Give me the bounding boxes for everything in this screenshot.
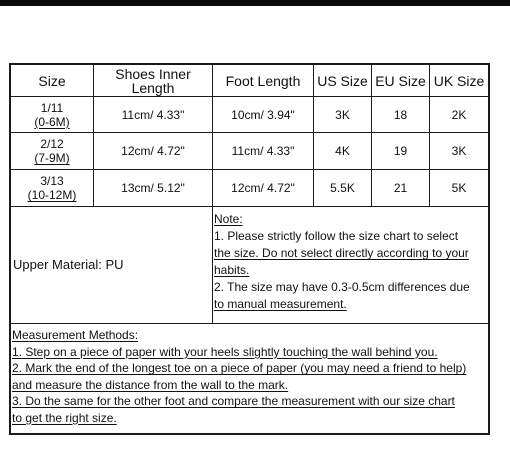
row-3-inner-length: 13cm/ 5.12" [94,170,213,207]
row-1-eu-size: 18 [372,97,430,133]
row-2-size-bottom: (7-9M) [34,151,70,165]
row-3-size-top: 3/13 [40,174,64,188]
row-2-foot-length: 11cm/ 4.33" [213,133,314,170]
row-1-uk-size: 2K [430,97,488,133]
row-3-us-size: 5.5K [314,170,372,207]
measure-line-1: Measurement Methods: [12,328,139,342]
header-inner-length: Shoes Inner Length [94,65,213,97]
row-3-size [11,170,94,207]
row-2-us-size: 4K [314,133,372,170]
row-1-size [11,97,94,133]
row-3-size-bottom: (10-12M) [27,188,77,202]
notes-block [213,207,490,324]
row-1-size-top: 1/11 [40,100,64,115]
note-line-3: the size. Do not select directly according to your [214,246,469,260]
note-line-6: to manual measurement. [214,297,347,311]
note-line-4: habits. [214,263,250,277]
note-line-1: Note: [214,212,243,226]
measure-line-4: and measure the distance from the wall to the mark. [12,377,289,392]
measurement-methods [11,324,488,433]
row-2-inner-length: 12cm/ 4.72" [94,133,213,170]
row-1-foot-length: 10cm/ 3.94" [213,97,314,133]
upper-material: Upper Material: PU [11,207,213,324]
row-1-size-bottom: (0-6M) [34,114,70,129]
note-line-5: 2. The size may have 0.3-0.5cm differences due [214,280,470,294]
row-2-eu-size: 19 [372,133,430,170]
size-chart-table [9,63,490,435]
measure-line-6: to get the right size. [12,410,117,425]
row-1-inner-length: 11cm/ 4.33" [94,97,213,133]
note-line-2: 1. Please strictly follow the size chart to select [214,229,459,243]
row-2-uk-size: 3K [430,133,488,170]
measure-line-5: 3. Do the same for the other foot and compare the measurement with our size chart [12,394,455,408]
row-1-us-size: 3K [314,97,372,133]
row-2-size-top: 2/12 [40,137,64,151]
header-eu-size: EU Size [372,65,430,97]
top-black-bar [0,0,510,6]
row-2-size [11,133,94,170]
header-foot-length: Foot Length [213,65,314,97]
header-uk-size: UK Size [430,65,488,97]
header-us-size: US Size [314,65,372,97]
measure-line-3: 2. Mark the end of the longest toe on a piece of paper (you may need a friend to help) [12,361,467,375]
row-3-foot-length: 12cm/ 4.72" [213,170,314,207]
header-size: Size [11,65,94,97]
row-3-eu-size: 21 [372,170,430,207]
row-3-uk-size: 5K [430,170,488,207]
measure-line-2: 1. Step on a piece of paper with your heels slightly touching the wall behind you. [12,344,438,359]
